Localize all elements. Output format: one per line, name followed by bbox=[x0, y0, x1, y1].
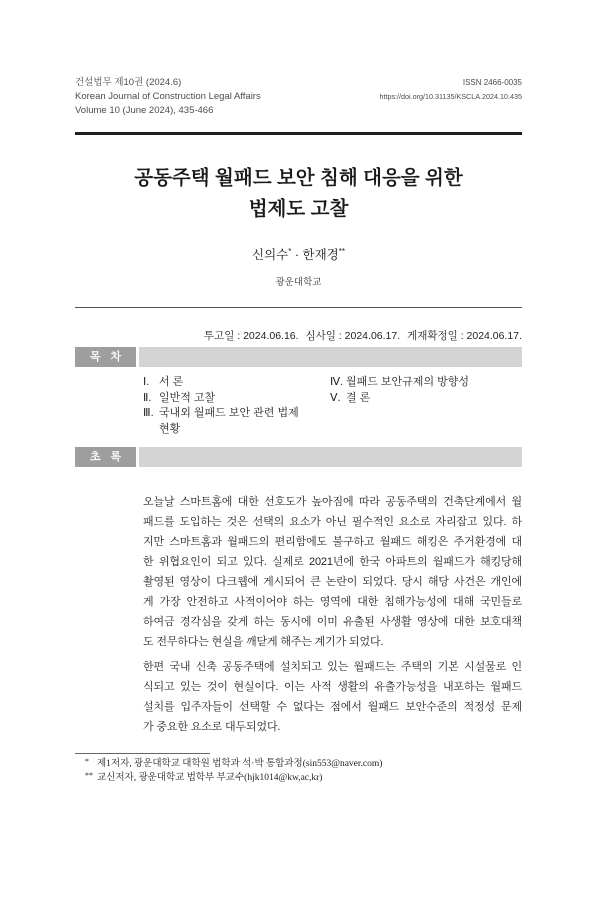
toc-item-title-line: 현황 bbox=[159, 422, 181, 435]
abstract-line: 패드를 도입하는 것은 선택의 요소가 아닌 필수적인 요소로 자리잡고 있다. 하 bbox=[143, 516, 522, 528]
toc-item-1 bbox=[143, 375, 330, 391]
abstract-body bbox=[143, 492, 522, 737]
abstract-line: 오늘날 스마트홈에 대한 선호도가 높아짐에 따라 공동주택의 건축단계에서 월 bbox=[143, 496, 522, 508]
submission-dates bbox=[75, 328, 522, 344]
journal-header bbox=[75, 76, 522, 118]
footnote-divider bbox=[75, 753, 210, 754]
abstract-line: 게 가장 안전하고 사적이어야 하는 영역에 대한 침해가능성에 대해 국민들로 bbox=[143, 596, 522, 608]
toc-item-title-line: 결 론 bbox=[346, 391, 371, 404]
paper-title-line: 법제도 고찰 bbox=[248, 198, 349, 220]
toc-item-title-line: 월패드 보안규제의 방향성 bbox=[346, 376, 469, 388]
reviewed-date: 심사일 : 2024.06.17. bbox=[305, 330, 401, 342]
abstract-line: 가 중요한 요소로 대두되었다. bbox=[143, 721, 281, 733]
abstract-line: 촬영된 영상이 다크웹에 게시되어 큰 논란이 되었다. 당시 해당 사건은 개인에 bbox=[143, 576, 522, 588]
toc-item-number: Ⅴ. bbox=[330, 391, 341, 404]
volume-info: Volume 10 (June 2024), 435-466 bbox=[75, 105, 214, 116]
author-footnote-mark: ** bbox=[338, 247, 345, 256]
paper-title-line: 공동주택 월패드 보안 침해 대응을 위한 bbox=[134, 167, 463, 189]
section-bar-fill bbox=[139, 347, 522, 367]
toc-item-title bbox=[159, 391, 330, 407]
toc-item-number: Ⅱ. bbox=[143, 391, 152, 404]
footnote-mark: ** bbox=[85, 771, 93, 780]
toc-list bbox=[75, 375, 522, 437]
paper-title bbox=[75, 163, 522, 225]
toc-item-title bbox=[159, 375, 330, 391]
footnote-first-author bbox=[85, 757, 522, 771]
footnote-corresponding-author bbox=[85, 771, 522, 785]
footnote-text: 교신저자, 광운대학교 법학부 부교수(hjk1014@kw,ac,kr) bbox=[97, 773, 323, 783]
doi-link[interactable]: https://doi.org/10.31135/KSCLA.2024.10.435 bbox=[379, 92, 522, 101]
toc-item-number: Ⅲ. bbox=[143, 407, 154, 419]
submitted-date: 투고일 : 2024.06.16. bbox=[203, 330, 299, 342]
toc-item-3 bbox=[143, 406, 330, 437]
abstract-section-bar bbox=[75, 447, 522, 467]
footnotes bbox=[75, 757, 522, 785]
toc-heading: 목 차 bbox=[75, 347, 136, 367]
abstract-line: 한 위협요인이 되고 있다. 실제로 2021년에 한국 아파트의 월패드가 해킹당해 bbox=[143, 556, 522, 568]
toc-section-bar bbox=[75, 347, 522, 367]
abstract-heading: 초 록 bbox=[75, 447, 136, 467]
toc-item-5 bbox=[330, 391, 522, 407]
abstract-paragraph bbox=[143, 492, 522, 652]
abstract-line: 식되고 있는 것이 현실이다. 이는 사적 생활의 유출가능성을 내포하는 월패드 bbox=[143, 681, 522, 693]
toc-item-title bbox=[346, 391, 522, 407]
journal-info bbox=[75, 76, 261, 118]
footnote-mark: * bbox=[85, 757, 89, 766]
abstract-line: 지만 스마트홈과 월패드의 편리함에도 불구하고 월패드 해킹은 주거환경에 대 bbox=[143, 536, 522, 548]
toc-item-title bbox=[346, 375, 522, 391]
abstract-line: 도 전무하다는 현실을 깨닫게 해주는 계기가 되었다. bbox=[143, 636, 384, 648]
author-footnote-mark: * bbox=[288, 247, 292, 256]
abstract-line: 하여금 경각심을 갖게 하는 동시에 이미 유출된 사생활 영상에 대한 보호대책 bbox=[143, 616, 522, 628]
journal-english-title: Korean Journal of Construction Legal Affairs bbox=[75, 91, 261, 102]
abstract-line: 설치를 입주자들이 선택할 수 없다는 점에서 월패드 보안수준의 적정성 문제 bbox=[143, 701, 522, 713]
header-divider bbox=[75, 132, 522, 135]
toc-item-number: Ⅳ. bbox=[330, 376, 344, 388]
section-bar-fill bbox=[139, 447, 522, 467]
issn: ISSN 2466-0035 bbox=[462, 78, 522, 87]
toc-item-title-line: 국내외 월패드 보안 관련 법제 bbox=[159, 407, 299, 419]
author-name: 한재경 bbox=[302, 248, 339, 262]
toc-item-2 bbox=[143, 391, 330, 407]
toc-item-title-line: 일반적 고찰 bbox=[159, 391, 216, 404]
toc-item-title-line: 서 론 bbox=[159, 376, 184, 388]
abstract-paragraph bbox=[143, 657, 522, 737]
footnote-text: 제1저자, 광운대학교 대학원 법학과 석·박 통합과정(sin553@naver.com) bbox=[97, 759, 383, 769]
abstract-line: 한편 국내 신축 공동주택에 설치되고 있는 월패드는 주택의 기본 시설물로 인 bbox=[143, 661, 522, 673]
toc-column-right bbox=[330, 375, 522, 437]
author-separator: · bbox=[294, 248, 300, 262]
journal-korean-title: 건설법무 제10권 (2024.6) bbox=[75, 77, 182, 88]
author-list bbox=[75, 246, 522, 266]
identifier-info bbox=[379, 76, 522, 104]
toc-item-number: Ⅰ. bbox=[143, 376, 150, 388]
author-name: 신의수 bbox=[252, 248, 289, 262]
author-affiliation: 광운대학교 bbox=[275, 277, 322, 288]
title-divider bbox=[75, 307, 522, 308]
toc-item-title bbox=[159, 406, 330, 437]
accepted-date: 게재확정일 : 2024.06.17. bbox=[407, 330, 522, 342]
toc-item-4 bbox=[330, 375, 522, 391]
toc-column-left bbox=[143, 375, 330, 437]
